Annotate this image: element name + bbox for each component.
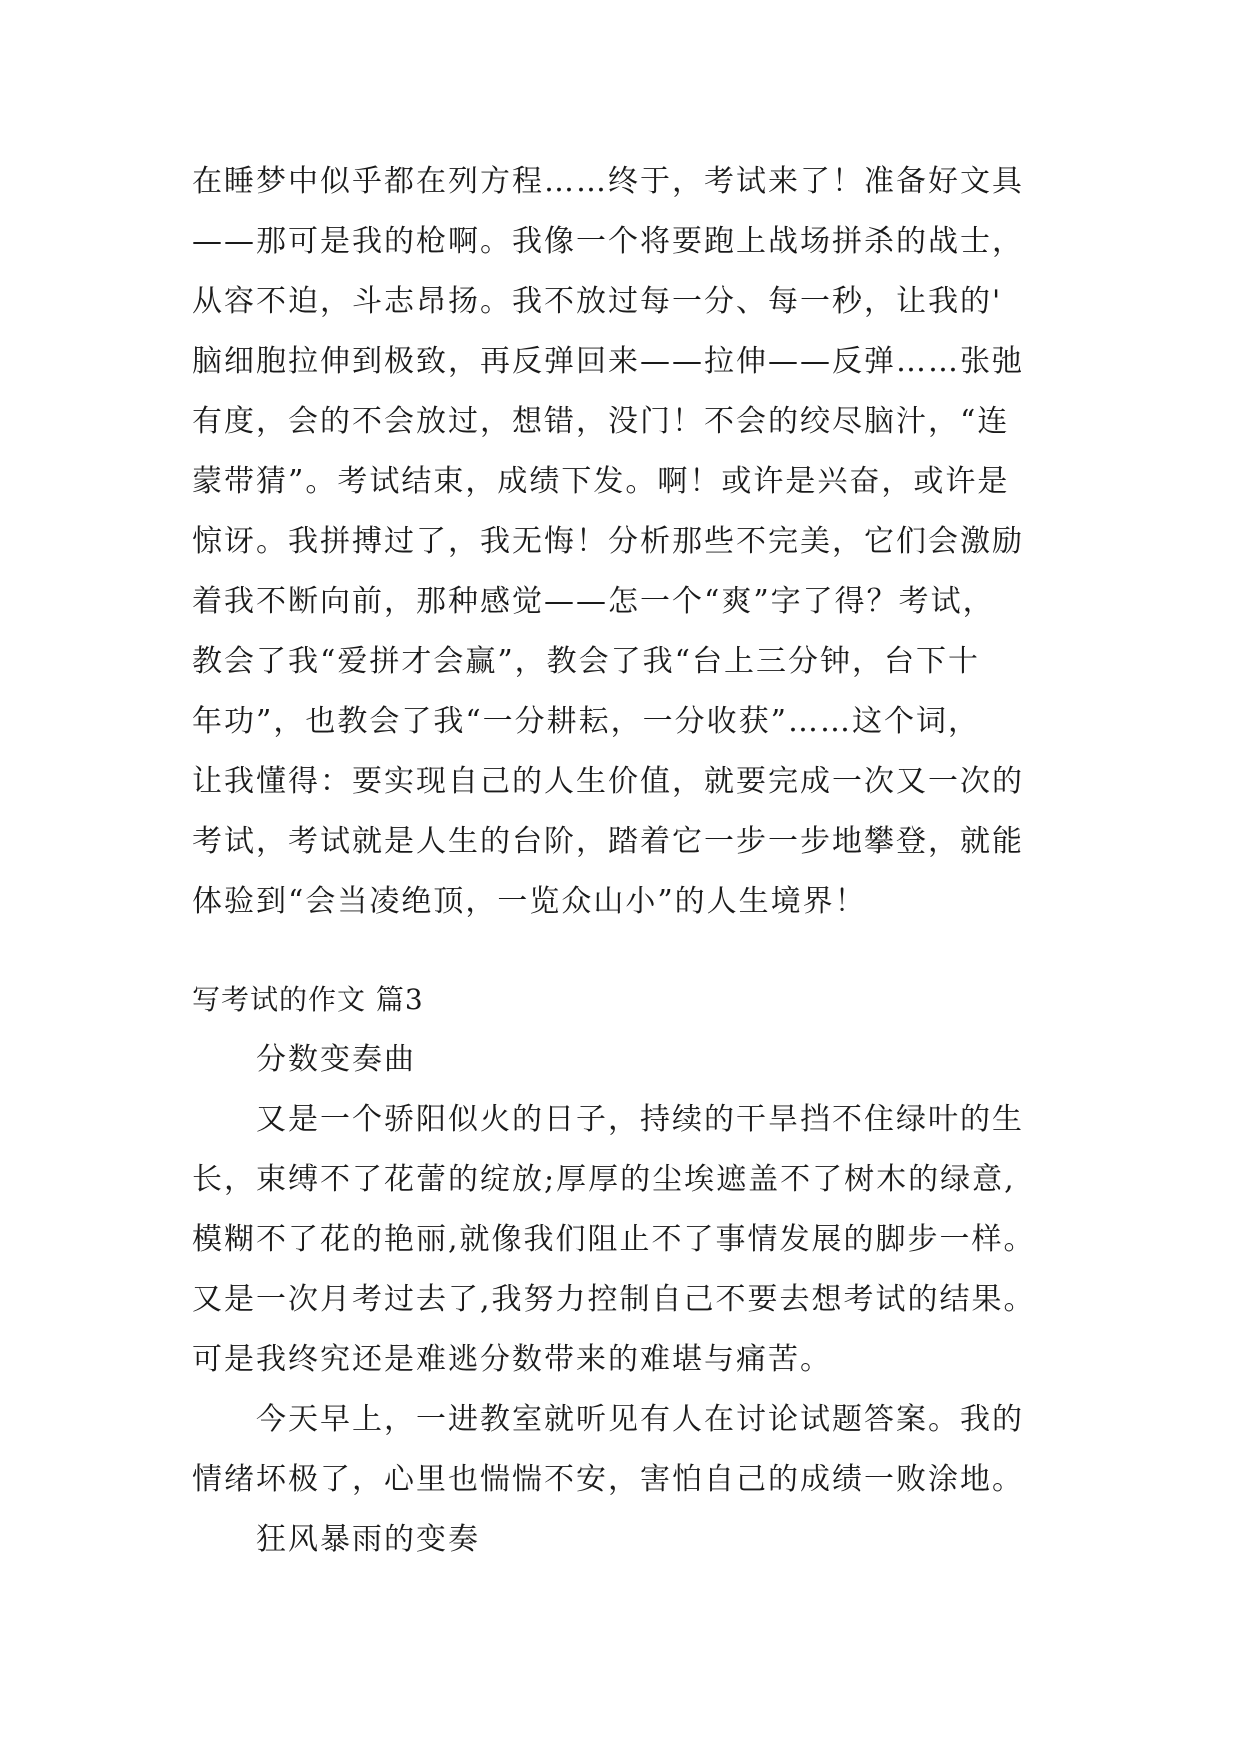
text-line: 有度，会的不会放过，想错，没门！不会的绞尽脑汁，“连 <box>192 404 1010 439</box>
text-line: 教会了我“爱拼才会赢”，教会了我“台上三分钟，台下十 <box>192 644 981 679</box>
text-line: 又是一个骄阳似火的日子，持续的干旱挡不住绿叶的生 <box>256 1102 1024 1137</box>
text-line: 蒙带猜”。考试结束，成绩下发。啊！或许是兴奋，或许是 <box>192 464 1010 499</box>
text-line: 长，束缚不了花蕾的绽放;厚厚的尘埃遮盖不了树木的绿意, <box>192 1162 1016 1197</box>
text-line: 今天早上，一进教室就听见有人在讨论试题答案。我的 <box>256 1402 1024 1437</box>
text-line: 着我不断向前，那种感觉——怎一个“爽”字了得？考试， <box>192 584 995 619</box>
text-line: 又是一次月考过去了,我努力控制自己不要去想考试的结果。 <box>192 1282 1036 1317</box>
text-line: ——那可是我的枪啊。我像一个将要跑上战场拼杀的战士， <box>192 224 1024 259</box>
essay-title: 写考试的作文 篇3 <box>192 983 424 1016</box>
text-line: 脑细胞拉伸到极致，再反弹回来——拉伸——反弹……张弛 <box>192 344 1024 379</box>
section-heading: 狂风暴雨的变奏 <box>256 1522 480 1557</box>
text-line: 让我懂得：要实现自己的人生价值，就要完成一次又一次的 <box>192 764 1024 799</box>
text-line: 惊讶。我拼搏过了，我无悔！分析那些不完美，它们会激励 <box>192 524 1024 559</box>
text-line: 体验到“会当凌绝顶，一览众山小”的人生境界！ <box>192 884 867 919</box>
text-line: 模糊不了花的艳丽,就像我们阻止不了事情发展的脚步一样。 <box>192 1222 1036 1257</box>
essay-subtitle: 分数变奏曲 <box>256 1042 416 1077</box>
text-line: 可是我终究还是难逃分数带来的难堪与痛苦。 <box>192 1342 832 1377</box>
text-line: 考试，考试就是人生的台阶，踏着它一步一步地攀登，就能 <box>192 824 1024 859</box>
text-line: 情绪坏极了，心里也惴惴不安，害怕自己的成绩一败涂地。 <box>192 1462 1024 1497</box>
text-line: 在睡梦中似乎都在列方程……终于，考试来了！准备好文具 <box>192 164 1024 199</box>
text-line: 年功”，也教会了我“一分耕耘，一分收获”……这个词， <box>192 704 981 739</box>
text-line: 从容不迫，斗志昂扬。我不放过每一分、每一秒，让我的' <box>192 284 1003 319</box>
